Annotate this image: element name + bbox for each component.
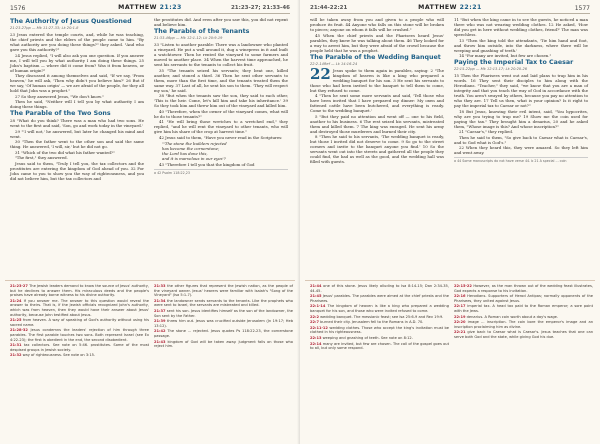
verse-para: 31 "Which of the two did what his father wanted?": [15, 149, 115, 155]
note-text: imperial tax. A head tax paid to the Roman emperor; a sore point with the Jews.: [454, 304, 593, 313]
verses: [154, 42, 288, 140]
verse-para: 22 When they heard this, they were amazed. So they left him and went away.: [454, 145, 588, 155]
note-text: Jesus' parables. The parables were aimed at the chief priests and the Pharisees.: [310, 294, 449, 303]
note-ref: 21:28-32: [10, 328, 28, 333]
study-note: [310, 320, 449, 325]
note-ref: 22:17: [454, 304, 466, 309]
notes-column-1: [10, 284, 149, 359]
verse-para: 11 "But when the king came in to see the guests, he noticed a man there who was not wearing wedding clothes. 12 He asked, 'How did you get in here without wedding clothes, friend?' The man was speechless.: [454, 17, 588, 37]
study-note: [310, 284, 449, 293]
verse-para: Jesus said to them, "Truly I tell you, the tax collectors and the prostitutes are entering the kingdom of God ahead of you. 32 For John came to you to show you the way of righteousness, and you did not believe him, but the tax collectors and: [10, 160, 144, 181]
note-ref: 22:1-14: [310, 304, 326, 309]
verse-para: 41 "He will bring those wretches to a wretched end," they replied, "and he will rent the vineyard to other tenants, who will give him his share of the crop at harvest time.": [154, 119, 288, 134]
verse-para: 27 So they answered Jesus, "We don't know.": [15, 93, 104, 99]
note-ref: 21:45: [310, 294, 322, 299]
poem-line: the Lord has done this,: [162, 150, 208, 156]
note-text: If you answer me. The answer to this question would reveal the answer to theirs. That is, if the Jewish officials recognized John's authority, which was from heaven, then they would have their answer about Jesus' authority, because John testified about Jesus.: [10, 298, 149, 317]
note-ref: 21:23-27: [10, 284, 28, 288]
verse-para: 29 "'I will not,' he answered, but later he changed his mind and went.: [10, 128, 144, 139]
study-note: [310, 342, 449, 351]
note-text: Herodians. Supporters of Herod Antipas; normally opponents of the Pharisees, they united against Jesus.: [454, 294, 593, 303]
verse-para: 21 "Caesar's," they replied.: [459, 129, 514, 134]
note-ref: 21:39: [154, 319, 166, 324]
verses: [10, 118, 144, 181]
study-note: [10, 328, 149, 342]
note-ref: 21:24: [10, 298, 22, 303]
note-text: way of righteousness. See note on 3:15.: [22, 353, 96, 358]
study-note: [154, 329, 293, 338]
note-ref: 22:13: [310, 335, 322, 340]
chapter-ref: 22:21: [459, 4, 482, 11]
study-note: [154, 284, 293, 298]
notes-column-2: [154, 284, 293, 350]
verse-para: 43 "Therefore I tell you that the kingdom of God: [159, 161, 255, 167]
study-note: [454, 284, 593, 293]
verse-para: 40 "Therefore, when the owner of the vineyard comes, what will he do to those tenants?": [154, 108, 288, 119]
note-text: However, as the man thrown out of the wedding feast illustrates, God expects a response to his invitation.: [454, 284, 593, 293]
note-ref: 22:2: [310, 314, 319, 319]
note-text: wedding clothes. Those who accept the king's invitation must be clothed in his righteousness.: [310, 325, 449, 335]
header-range: 21:23-27; 21:33-46: [230, 5, 290, 11]
study-note: [454, 294, 593, 303]
verse-para: 14 "For many are invited, but few are chosen.": [459, 53, 552, 58]
note-ref: 22:16: [454, 294, 466, 299]
page-number: 1576: [10, 5, 26, 12]
note-text: tax collectors. See note on 5:46. prostitutes. Some of the most despised groups in Jewish society.: [10, 343, 149, 352]
note-text: The Jewish leaders demand to know the source of Jesus' authority, but he declines to answer them. His miraculous deeds and the people's praises have already borne witness to his divine authority.: [10, 284, 149, 298]
verses: [154, 17, 288, 27]
study-note: [154, 340, 293, 349]
study-note: [310, 326, 449, 335]
study-note: [310, 315, 449, 320]
verse-para: [310, 64, 444, 93]
study-note: [10, 353, 149, 358]
study-note: [10, 343, 149, 352]
poem-line: "'The stone the builders rejected: [162, 140, 227, 146]
note-text: threw him out. Jesus was crucified outside Jerusalem (Jn 19:17; Heb 13:12).: [154, 319, 293, 328]
verse-para: 5 "But they paid no attention and went off — one to his field, another to his business. 6 The rest seized his servants, mistreated them and killed them. 7 The king was enraged. He sent his army and destroyed those murderers and burned their city.: [310, 113, 444, 134]
note-ref: 21:25: [10, 318, 22, 323]
verse-para: 18 But Jesus, knowing their evil intent, said, "You hypocrites, why are you trying to trap me? 19 Show me the coin used for paying the tax." They brought him a denarius, 20 and he asked them, "Whose image is this? And whose inscription?": [454, 108, 588, 129]
note-text: the landowner sends servants to the tenants. Like the prophets who were sent to Israel, the servants are mistreated and killed.: [154, 298, 293, 308]
note-text: weeping and gnashing of teeth. See note on 8:12.: [322, 335, 413, 340]
section-heading: Paying the Imperial Tax to Caesar: [454, 59, 574, 66]
study-notes: [305, 280, 595, 440]
study-note: [10, 318, 149, 327]
note-ref: 22:21: [454, 330, 466, 335]
note-text: kingdom of God will be taken away. Judgment falls on those who reject him.: [154, 339, 293, 349]
verses: [10, 32, 144, 109]
note-text: sent his son. Jesus identifies himself as the son of the landowner, the Son sent by the Father.: [154, 308, 293, 318]
verses: [454, 17, 588, 58]
note-text: the other figures that represent the Jewish nation, as the people of the vineyard owner. Jesus' hearers were familiar with Isaiah's "Song of the Vineyard" (Isa 5:1-7).: [154, 284, 293, 298]
verse-para: 30 "Then the father went to the other son and said the same thing. He answered, 'I will, sir,' but he did not go.: [10, 139, 144, 149]
verses: [154, 162, 288, 167]
note-ref: 21:37: [154, 308, 166, 313]
verse-para: the prostitutes did. And even after you saw this, you did not repent and believe him.: [154, 17, 288, 27]
study-note: [454, 320, 593, 329]
verse-para: "The first," they answered.: [15, 155, 68, 160]
note-text: Jesus condemns the leaders' rejection of him through three parables. The first parable touches two sons. Both represent Israel (see Ex 4:22-23); the first is obedient in the end, the second disobedient.: [10, 328, 149, 342]
study-note: [154, 299, 293, 308]
cross-reference: 22:15-22pp — Mk 12:13-17; Lk 20:20-26: [454, 67, 528, 71]
note-ref: 22:14: [310, 341, 322, 346]
note-ref: 22:11-12: [310, 325, 328, 330]
note-ref: 21:43: [154, 339, 166, 344]
note-ref: 21:34: [154, 298, 166, 303]
verse-para: 28 "What do you think? There was a man who had two sons. He went to the first and said, 'Son, go and work today in the vineyard.': [10, 118, 144, 128]
note-text: wedding banquet. The messianic feast; see Isa 25:6-9 and Rev 19:9.: [320, 314, 444, 319]
verse-para: 8 "Then he said to his servants, 'The wedding banquet is ready, but those I invited did not deserve to come. 9 So go to the street corners and invite to the banquet anyone you find.' 10 So the servants went out into the streets and gathered all the people they could find, the bad as well as the good, and the wedding hall was filled with guests.: [310, 134, 444, 164]
study-note: [310, 294, 449, 303]
book-name: MATTHEW: [118, 4, 157, 11]
page-header: [310, 4, 590, 14]
poem-line: has become the cornerstone;: [162, 145, 220, 151]
footnote: a 42 Psalm 118:22,23: [154, 169, 288, 176]
text-column-2: [154, 17, 288, 176]
note-text: many are invited, but few are chosen. The call of the gospel goes out to all, but only some respond.: [310, 341, 449, 351]
verse-para: 38 "But when the tenants saw the son, they said to each other, 'This is the heir. Come, let's kill him and take his inheritance.' 39 So they took him and threw him out of the vineyard and killed him.: [154, 93, 288, 108]
chapter-ref: 21:23: [159, 4, 182, 11]
verse-para: Then he said to them, "So give back to Caesar what is Caesar's, and to God what is God's.": [454, 134, 588, 145]
verse-para: 13 "Then the king told the attendants, 'Tie him hand and foot, and throw him outside, into the darkness, where there will be weeping and gnashing of teeth.': [454, 37, 588, 53]
note-text: denarius. A Roman coin worth about a day's wage.: [466, 314, 559, 319]
study-notes: [5, 280, 295, 440]
verses: [454, 73, 588, 155]
study-note: [310, 336, 449, 341]
note-text: image ... inscription. The coin bore the emperor's image and an inscription proclaiming him as divine.: [454, 320, 593, 329]
text-column-4: [454, 17, 588, 164]
note-ref: 21:31: [10, 343, 22, 348]
study-note: [154, 309, 293, 318]
section-heading: The Parable of the Two Sons: [10, 110, 111, 117]
verse-text: Jesus spoke to them again in parables, saying: 2 "The kingdom of heaven is like a king who prepared a wedding banquet for his son. 3 He sent his servants to those who had been invited to the banquet to tell them to come, but they refused to come.: [310, 67, 444, 93]
book-name: MATTHEW: [418, 4, 457, 11]
note-text: The stone ... rejected. Jesus quotes Ps 118:22-23, the cornerstone passage.: [154, 329, 293, 338]
study-note: [154, 319, 293, 328]
text-column-1: [10, 17, 144, 181]
note-text: one of this stone. Jesus likely alluding to Isa 8:14-15; Dan 2:34-35, 44-45.: [310, 284, 449, 293]
chapter-number: 22: [310, 64, 331, 83]
study-note: [454, 315, 593, 320]
note-ref: 22:15-22: [454, 284, 472, 288]
cross-reference: 22:2-14Ref — Lk 14:16-24: [310, 61, 358, 66]
note-ref: 21:33: [154, 284, 166, 288]
verses: [310, 17, 444, 53]
study-note: [310, 304, 449, 313]
study-note: [10, 284, 149, 298]
section-heading: The Authority of Jesus Questioned: [10, 18, 132, 25]
note-ref: 22:19: [454, 314, 466, 319]
note-text: The kingdom of heaven is like a king who prepared a wedding banquet for his son, and those who were invited refused to come.: [310, 304, 449, 313]
notes-column-1: [310, 284, 449, 352]
note-text: burned their city. Jerusalem fell to the Romans in A.D. 70.: [320, 320, 424, 325]
note-ref: 21:32: [10, 353, 22, 358]
running-head: [310, 4, 590, 11]
verse-para: Then he said, "Neither will I tell you by what authority I am doing these things.: [10, 99, 144, 109]
verse-para: will be taken away from you and given to a people who will produce its fruit. 44 Anyone who falls on this stone will be broken to pieces; anyone on whom it falls will be crushed.": [310, 17, 444, 32]
scripture-quote: [154, 141, 288, 161]
verse-para: 4 "Then he sent some more servants and said, 'Tell those who have been invited that I have prepared my dinner: My oxen and fattened cattle have been butchered, and everything is ready. Come to the wedding banquet.': [310, 93, 444, 113]
cross-reference: 21:33-46pp — Mk 12:1-12; Lk 20:9-19: [154, 36, 223, 40]
note-ref: 22:20: [454, 320, 466, 325]
verse-para: 15 Then the Pharisees went out and laid plans to trap him in his words. 16 They sent their disciples to him along with the Herodians. "Teacher," they said, "we know that you are a man of integrity and that you teach the way of God in accordance with the truth. You aren't swayed by others, because you pay no attention to who they are. 17 Tell us then, what is your opinion? Is it right to pay the imperial tax to Caesar or not?": [454, 73, 588, 108]
note-text: give back to Caesar what is Caesar's. Jesus teaches that one can serve both God and the state, while giving God his due.: [454, 330, 593, 339]
verse-para: 23 Jesus entered the temple courts, and, while he was teaching, the chief priests and the elders of the people came to him. "By what authority are you doing these things?" they asked. "And who gave you this authority?": [10, 32, 144, 52]
section-heading: The Parable of the Wedding Banquet: [310, 53, 441, 61]
right-page: [300, 0, 600, 444]
note-ref: 21:44: [310, 284, 322, 288]
note-ref: 21:42: [154, 329, 166, 334]
verse-para: 24 Jesus replied, "I will also ask you one question. If you answer me, I will tell you by what authority I am doing these things. 25 John's baptism — where did it come from? Was it from heaven, or of human origin?": [10, 52, 144, 73]
verse-para: 33 "Listen to another parable: There was a landowner who planted a vineyard. He put a wall around it, dug a winepress in it and built a watchtower. Then he rented the vineyard to some farmers and moved to another place. 34 When the harvest time approached, he sent his servants to the tenants to collect his fruit.: [154, 42, 288, 67]
footnote: a 44 Some manuscripts do not have verse 44. b 21 A special ... coin: [454, 157, 588, 164]
verse-para: 45 When the chief priests and the Pharisees heard Jesus' parables, they knew he was talking about them. 46 They looked for a way to arrest him, but they were afraid of the crowd because the people held that he was a prophet.: [310, 32, 444, 53]
study-note: [454, 330, 593, 339]
notes-column-2: [454, 284, 593, 341]
section-heading: The Parable of the Tenants: [154, 28, 250, 35]
poem-line: and it is marvelous in our eyes'?: [162, 155, 226, 161]
study-note: [10, 299, 149, 317]
study-note: [454, 304, 593, 313]
text-column-3: [310, 17, 444, 165]
verses: [310, 64, 444, 165]
verse-para: They discussed it among themselves and said, "If we say, 'From heaven,' he will ask, 'Then why didn't you believe him?' 26 But if we say, 'Of human origin' — we are afraid of the people, for they all hold that John was a prophet.": [10, 73, 144, 93]
verse-para: 35 "The tenants seized his servants; they beat one, killed another, and stoned a third. 36 Then he sent other servants to them, more than the first time, and the tenants treated them the same way. 37 Last of all, he sent his son to them. 'They will respect my son,' he said.: [154, 67, 288, 93]
note-text: from heaven. A way of speaking of God's authority without using his sacred name.: [10, 318, 149, 327]
note-ref: 22:7: [310, 320, 319, 325]
page-header: [10, 4, 290, 14]
page-number: 1577: [574, 5, 590, 12]
verse-para: 42 Jesus said to them, "Have you never read in the Scriptures:: [159, 134, 283, 140]
header-range: 21:44-22:21: [310, 5, 348, 11]
cross-reference: 21:23-27pp — Mk 11:27-33; Lk 20:1-8: [10, 26, 79, 30]
